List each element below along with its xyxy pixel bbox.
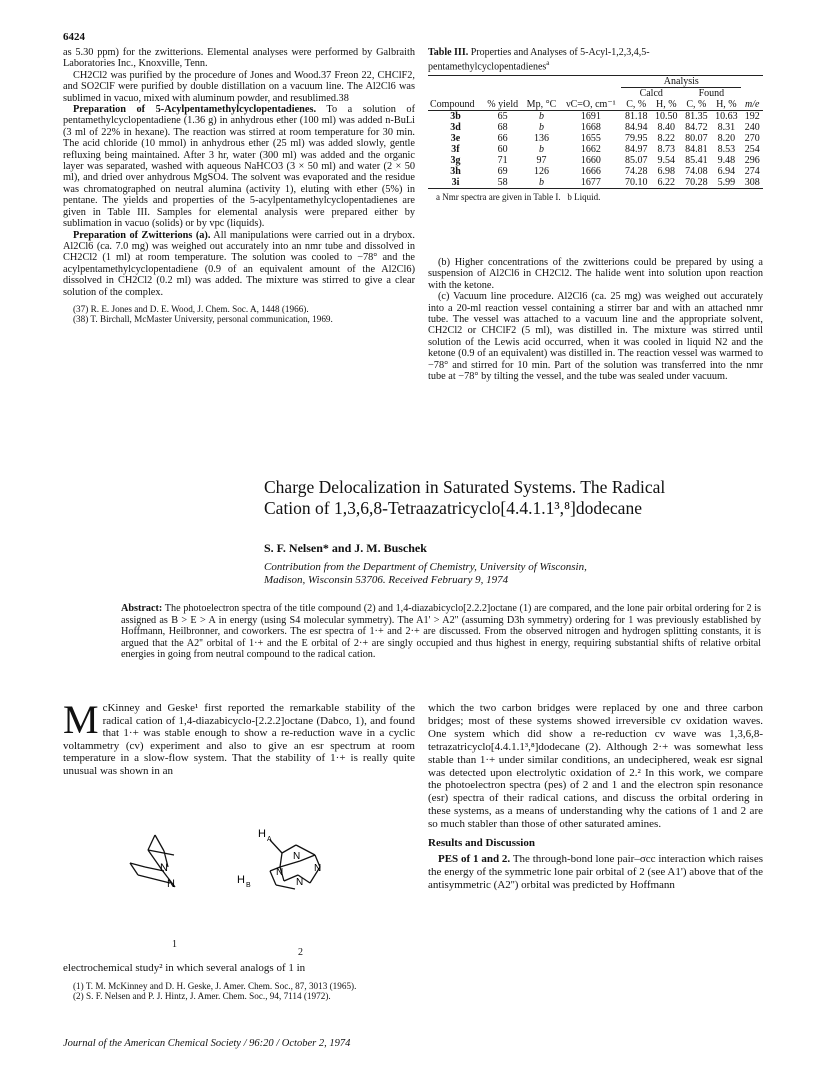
paragraph: To a solution of pentamethylcyclopentadiene (1.36 g) in anhydrous ether (100 ml) was added n-BuLi (3 ml of 22% in hexane). The reaction was stirred at room temperature for 30 min. The acid chloride (10 mmol) in anhydrous ether (25 ml) was added slowly, gentle refluxing being maintained. After 3 hr, water (300 ml) was added and the organic layer was separated, washed with aqueous NaHCO3 (3 × 50 ml) and water (2 × 50 ml), and dried over anhydrous MgSO4. The solvent was evaporated and the residue was chromatographed on neutral alumina (activity 1), eluting with ether (5%) in pentane. The yields and properties of the 5-acylpentamethylcyclopentadienes are given in Table III. Samples for elemental analysis were prepared either by sublimation in vacuo (solids) or by vpc (liquids).: [63, 104, 416, 230]
svg-text:N: N: [296, 877, 304, 888]
paragraph: as 5.30 ppm) for the zwitterions. Elemental analyses were performed by Galbraith Laboratories Inc., Knoxville, Tenn.: [63, 47, 415, 70]
column-header: H, %: [655, 99, 677, 111]
column-header: C, %: [626, 99, 647, 111]
column-header: Compound: [430, 99, 475, 111]
page-number: 6424: [63, 31, 85, 43]
intro-paragraph: McKinney and Geske¹ first reported the remarkable stability of the radical cation of 1,4-diazabicyclo-[2.2.2]octane (Dabco, 1), and found that 1·+ was stable enough to show a re-reduction wave in a cyclic voltammetry (cv) experiment and also to give an esr spectrum at room temperature in a slow-flow system. That the stability of 1·+ is really quite unusual was shown in an: [63, 697, 415, 777]
svg-text:B: B: [246, 882, 251, 889]
svg-text:H: H: [237, 874, 245, 886]
svg-text:N: N: [160, 862, 168, 874]
footnotes: [63, 981, 415, 1001]
column-header: Mp, °C: [526, 99, 557, 111]
table-row: 3d 68 b 1668 84.94 8.40 84.72 8.31 240: [450, 122, 760, 134]
found-header: Found: [698, 88, 725, 100]
svg-text:N: N: [276, 867, 284, 878]
footnote: (2) S. F. Nelsen and P. J. Hintz, J. Amer. Chem. Soc., 94, 7114 (1972).: [73, 991, 331, 1002]
column-header: m/e: [744, 99, 760, 111]
table-note: b Liquid.: [567, 192, 601, 203]
paragraph: electrochemical study² in which several analogs of 1 in: [63, 962, 306, 974]
article-affiliation: Contribution from the Department of Chemistry, University of Wisconsin, Madison, Wisconsin 53706. Received February 9, 1974: [264, 561, 587, 586]
table-caption: Table III. Properties and Analyses of 5-Acyl-1,2,3,4,5-pentamethylcyclopentadienes$^a$: [428, 47, 650, 73]
drop-cap: M: [63, 697, 99, 742]
column-header: C, %: [686, 99, 707, 111]
experimental-left-column: [63, 47, 415, 324]
svg-text:H: H: [258, 828, 266, 840]
structure-figure: [100, 815, 400, 933]
table-3: [428, 47, 763, 203]
table-row: 3g 71 97 1660 85.07 9.54 85.41 9.48 296: [450, 155, 760, 167]
dabco-and-tetraaza-structures: [100, 815, 400, 933]
section-heading: Preparation of Zwitterions (a).: [73, 229, 211, 241]
footnote: (38) T. Birchall, McMaster University, personal communication, 1969.: [73, 314, 333, 325]
footnote: (37) R. E. Jones and D. E. Wood, J. Chem. Soc. A, 1448 (1966).: [73, 303, 309, 314]
paragraph: All manipulations were carried out in a drybox. Al2Cl6 (ca. 7.0 mg) was weighed out accurately into an nmr tube and dissolved in CH2Cl2 (1 ml) at room temperature. The solution was cooled to −78° and the acylpentamethylcyclopentadiene (0.9 of an equivalent amount of the Al2Cl6) dissolved in CH2Cl2 (0.2 ml) was added. The mixture was stirred to give a clear solution of the complex.: [63, 229, 415, 298]
paragraph: which the two carbon bridges were replaced by one and three carbon bridges; most of these systems showed irreversible cv oxidation waves. One system which did show a re-reduction cv wave was 1,3,6,8-tetrazatricyclo[4.4.1.1³,⁸]dodecane (2). Although 2·+ was somewhat less stable than 1·+ under similar conditions, an undeciphered, weak esr signal was detected upon electrolytic oxidation of 2.² In this work, we compare the photoelectron spectra (pes) of 2 and 1 and the electron spin resonance (esr) spectra of their radical cations, and discuss the orbital ordering in these systems, as a means of understanding why the cations of 1 and 2 are so much stabler than those of other saturated amines.: [428, 702, 763, 831]
table-row: 3f 60 b 1662 84.97 8.73 84.81 8.53 254: [451, 144, 760, 156]
structure-2-drawing: [270, 840, 320, 889]
column-header: H, %: [716, 99, 737, 111]
column-header: νC=O, cm⁻¹: [566, 99, 616, 111]
table-row: 3e 66 136 1655 79.95 8.22 80.07 8.20 270: [450, 133, 760, 145]
footnote: (1) T. M. McKinney and D. H. Geske, J. Amer. Chem. Soc., 87, 3013 (1965).: [73, 981, 357, 991]
abstract: [121, 603, 761, 661]
svg-text:N: N: [293, 851, 301, 862]
abstract-label: Abstract:: [121, 603, 163, 614]
structure-label-1: 1: [172, 939, 177, 950]
calcd-header: Calcd: [639, 88, 663, 100]
table-notes: [428, 192, 763, 203]
paragraph: (c) Vacuum line procedure. Al2Cl6 (ca. 25 mg) was weighed out accurately into a 20-ml reaction vessel containing a stirrer bar and with an attached nmr tube. The vessel was attached to a vacuum line and the appropriate solvent, CH2Cl2 or CHClF2 (5 ml), was distilled in. The mixture was stirred until solution of the Lewis acid occurred, when it was cooled in liquid N2 and the ketone (0.9 of an equivalent) was distilled in. The reaction vessel was warmed to −78° and stirred for 10 min. Part of the solution was transferred into the nmr tube at −78° by tilting the vessel, and the tube was sealed under vacuum.: [428, 291, 763, 383]
article-authors: S. F. Nelsen* and J. M. Buschek: [264, 541, 427, 555]
subsection-heading: PES of 1 and 2.: [438, 852, 511, 865]
paragraph: (b) Higher concentrations of the zwitterions could be prepared by using a suspension of Al2Cl6 in CH2Cl2. The halide went into solution upon reaction with the ketone.: [428, 257, 763, 291]
article-title: Charge Delocalization in Saturated Systems. The Radical Cation of 1,3,6,8-Tetraazatricyclo[4.4.1.1³,⁸]dodecane: [264, 477, 666, 518]
table-row: 3b 65 b 1691 81.18 10.50 81.35 10.63 192: [450, 111, 760, 123]
svg-text:N: N: [314, 863, 322, 874]
section-heading: Preparation of 5-Acylpentamethylcyclopentadienes.: [73, 104, 317, 116]
table-note: a Nmr spectra are given in Table I.: [436, 192, 561, 203]
table-row: 3h 69 126 1666 74.28 6.98 74.08 6.94 274: [450, 166, 760, 178]
table-row: 3i 58 b 1677 70.10 6.22 70.28 5.99 308: [428, 177, 763, 189]
abstract-text: The photoelectron spectra of the title compound (2) and 1,4-diazabicyclo[2.2.2]octane (1) are compared, and the lone pair orbital ordering for 2 is assigned as B > E > A in energy (using S4 molecular symmetry). The A1' > A2'' (assuming D3h symmetry) ordering for 1 was previously established by Hoffmann, Heilbronner, and coworkers. The esr spectra of 1·+ and 2·+ are discussed. From the observed nitrogen and hydrogen splitting constants, it is argued that the A2'' orbital of 1·+ and the E orbital of 2·+ are singly occupied and thus highest in energy, requiring substantial shifts of relative orbital energies in going from neutral compound to the radical cation.: [121, 603, 761, 661]
body-right-column: which the two carbon bridges were replaced by one and three carbon bridges; most of these systems showed irreversible cv oxidation waves. One system which did show a re-reduction cv wave was 1,3,6,8-tetrazatricyclo[4.4.1.1³,⁸]dodecane (2). Although 2·+ was somewhat less stable than 1·+ under similar conditions, an undeciphered, weak esr signal was detected upon electrolytic oxidation of 2.² In this work, we compare the photoelectron spectra (pes) of 2 and 1 and the electron spin resonance (esr) spectra of their radical cations, and discuss the orbital ordering in these systems, as a means of understanding why the cations of 1 and 2 are so much stabler than those of other saturated amines. Results and Discussion PES of 1 and 2. The through-bond lone pair–σcc interaction which raises the energy of the symmetric lone pair orbital of 2 (see A1') above that of the antisymmetric (A2'') orbital was predicted by Hoffmann: [428, 702, 763, 891]
structure-label-2: 2: [298, 947, 303, 958]
paragraph: CH2Cl2 was purified by the procedure of Jones and Wood.37 Freon 22, CHClF2, and SO2ClF were purified by double distillation on a vacuum line. The Al2Cl6 was sublimed in vacuo, mixed with aluminum powder, and resublimed.38: [63, 69, 415, 104]
journal-footer: Journal of the American Chemical Society / 96:20 / October 2, 1974: [63, 1038, 351, 1049]
properties-table: [428, 76, 763, 189]
section-heading: Results and Discussion: [428, 837, 535, 850]
experimental-right-column: [428, 257, 763, 382]
svg-text:A: A: [267, 836, 272, 843]
svg-text:N: N: [167, 878, 175, 890]
column-header: % yield: [487, 99, 519, 111]
analysis-header: Analysis: [621, 76, 741, 88]
